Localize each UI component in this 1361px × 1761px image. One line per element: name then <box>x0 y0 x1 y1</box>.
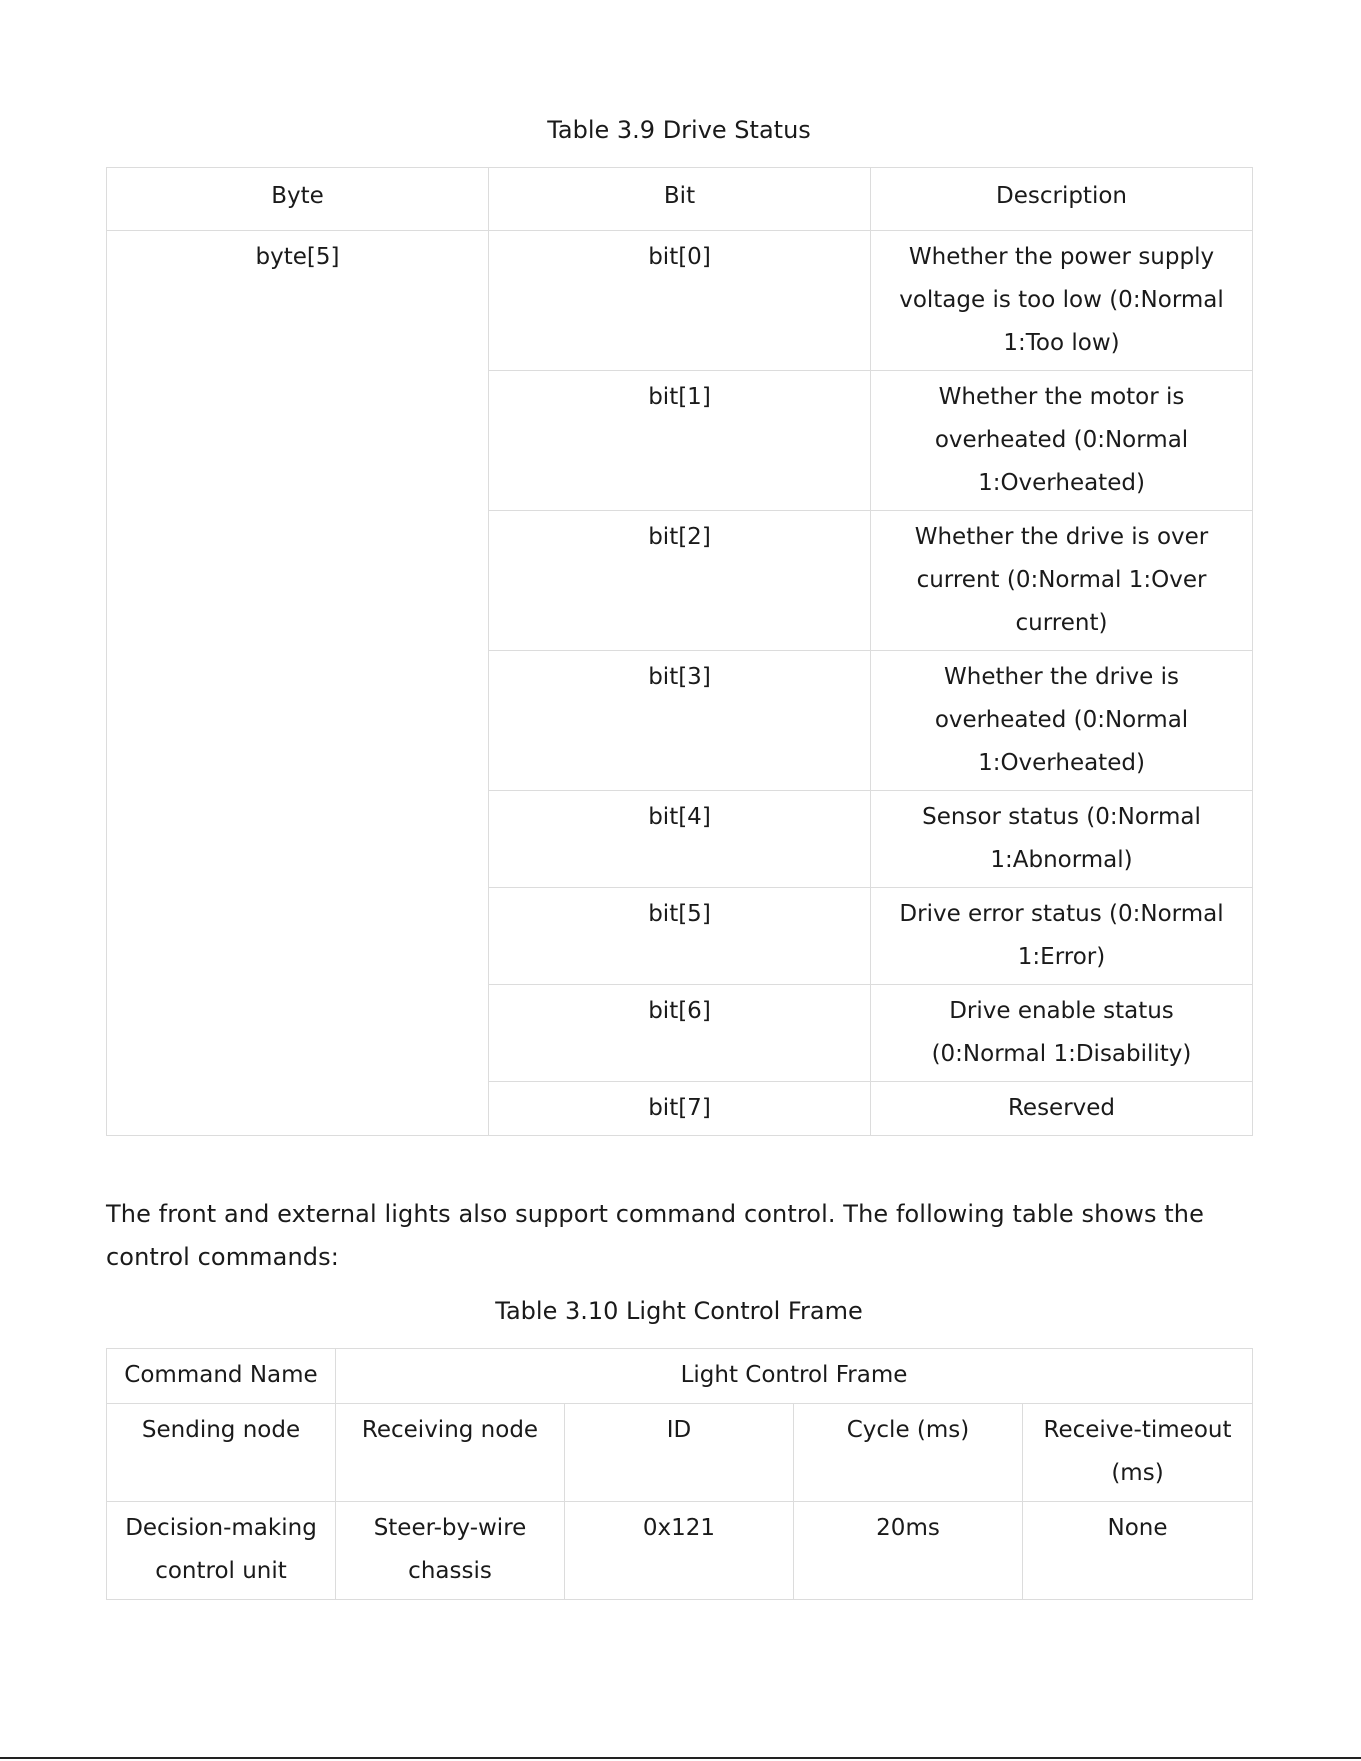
description-text: Drive error status (0:Normal 1:Error) <box>899 901 1224 970</box>
bit-cell: bit[2] <box>489 511 871 651</box>
description-cell <box>871 511 1253 651</box>
byte-cell: byte[5] <box>107 231 489 1136</box>
cycle-cell: 20ms <box>794 1502 1023 1600</box>
bit-cell: bit[1] <box>489 371 871 511</box>
receive-timeout-cell: None <box>1023 1502 1253 1600</box>
description-cell <box>871 231 1253 371</box>
description-cell <box>871 651 1253 791</box>
body-paragraph: The front and external lights also support command control. The following table shows the control commands: <box>106 1200 1204 1271</box>
description-text: Drive enable status (0:Normal 1:Disability) <box>931 998 1192 1067</box>
description-text: Whether the motor is overheated (0:Normal 1:Overheated) <box>934 384 1189 496</box>
bit-cell: bit[7] <box>489 1082 871 1136</box>
command-name-label: Command Name <box>107 1349 336 1404</box>
column-header-byte: Byte <box>107 168 489 231</box>
command-name-value: Light Control Frame <box>336 1349 1253 1404</box>
column-header-receiving-node: Receiving node <box>336 1404 565 1502</box>
description-text: Sensor status (0:Normal 1:Abnormal) <box>922 804 1201 873</box>
description-cell <box>871 985 1253 1082</box>
column-header-cycle: Cycle (ms) <box>794 1404 1023 1502</box>
sending-node-cell: Decision-making control unit <box>107 1502 336 1600</box>
page-bottom-rule <box>0 1757 1361 1759</box>
description-text: Whether the power supply voltage is too low (0:Normal 1:Too low) <box>899 244 1224 356</box>
bit-cell: bit[0] <box>489 231 871 371</box>
light-control-table <box>106 1348 1253 1600</box>
table-header-row <box>107 1404 1253 1502</box>
description-text: Reserved <box>1007 1095 1116 1121</box>
description-cell <box>871 1082 1253 1136</box>
table-header-row <box>107 168 1253 231</box>
bit-cell: bit[4] <box>489 791 871 888</box>
table-row <box>107 1349 1253 1404</box>
description-cell <box>871 791 1253 888</box>
description-text: Whether the drive is over current (0:Normal 1:Over current) <box>914 524 1209 636</box>
column-header-description: Description <box>871 168 1253 231</box>
description-text: Whether the drive is overheated (0:Normal 1:Overheated) <box>934 664 1189 776</box>
table-row <box>107 231 1253 371</box>
column-header-bit: Bit <box>489 168 871 231</box>
table-caption-light-control: Table 3.10 Light Control Frame <box>495 1297 863 1325</box>
id-cell: 0x121 <box>565 1502 794 1600</box>
column-header-id: ID <box>565 1404 794 1502</box>
drive-status-table <box>106 167 1253 1136</box>
table-caption-drive-status: Table 3.9 Drive Status <box>547 116 811 144</box>
bit-cell: bit[3] <box>489 651 871 791</box>
column-header-receive-timeout: Receive-timeout (ms) <box>1023 1404 1253 1502</box>
table-row <box>107 1502 1253 1600</box>
bit-cell: bit[5] <box>489 888 871 985</box>
column-header-sending-node: Sending node <box>107 1404 336 1502</box>
receiving-node-cell: Steer-by-wire chassis <box>336 1502 565 1600</box>
bit-cell: bit[6] <box>489 985 871 1082</box>
description-cell <box>871 371 1253 511</box>
description-cell <box>871 888 1253 985</box>
